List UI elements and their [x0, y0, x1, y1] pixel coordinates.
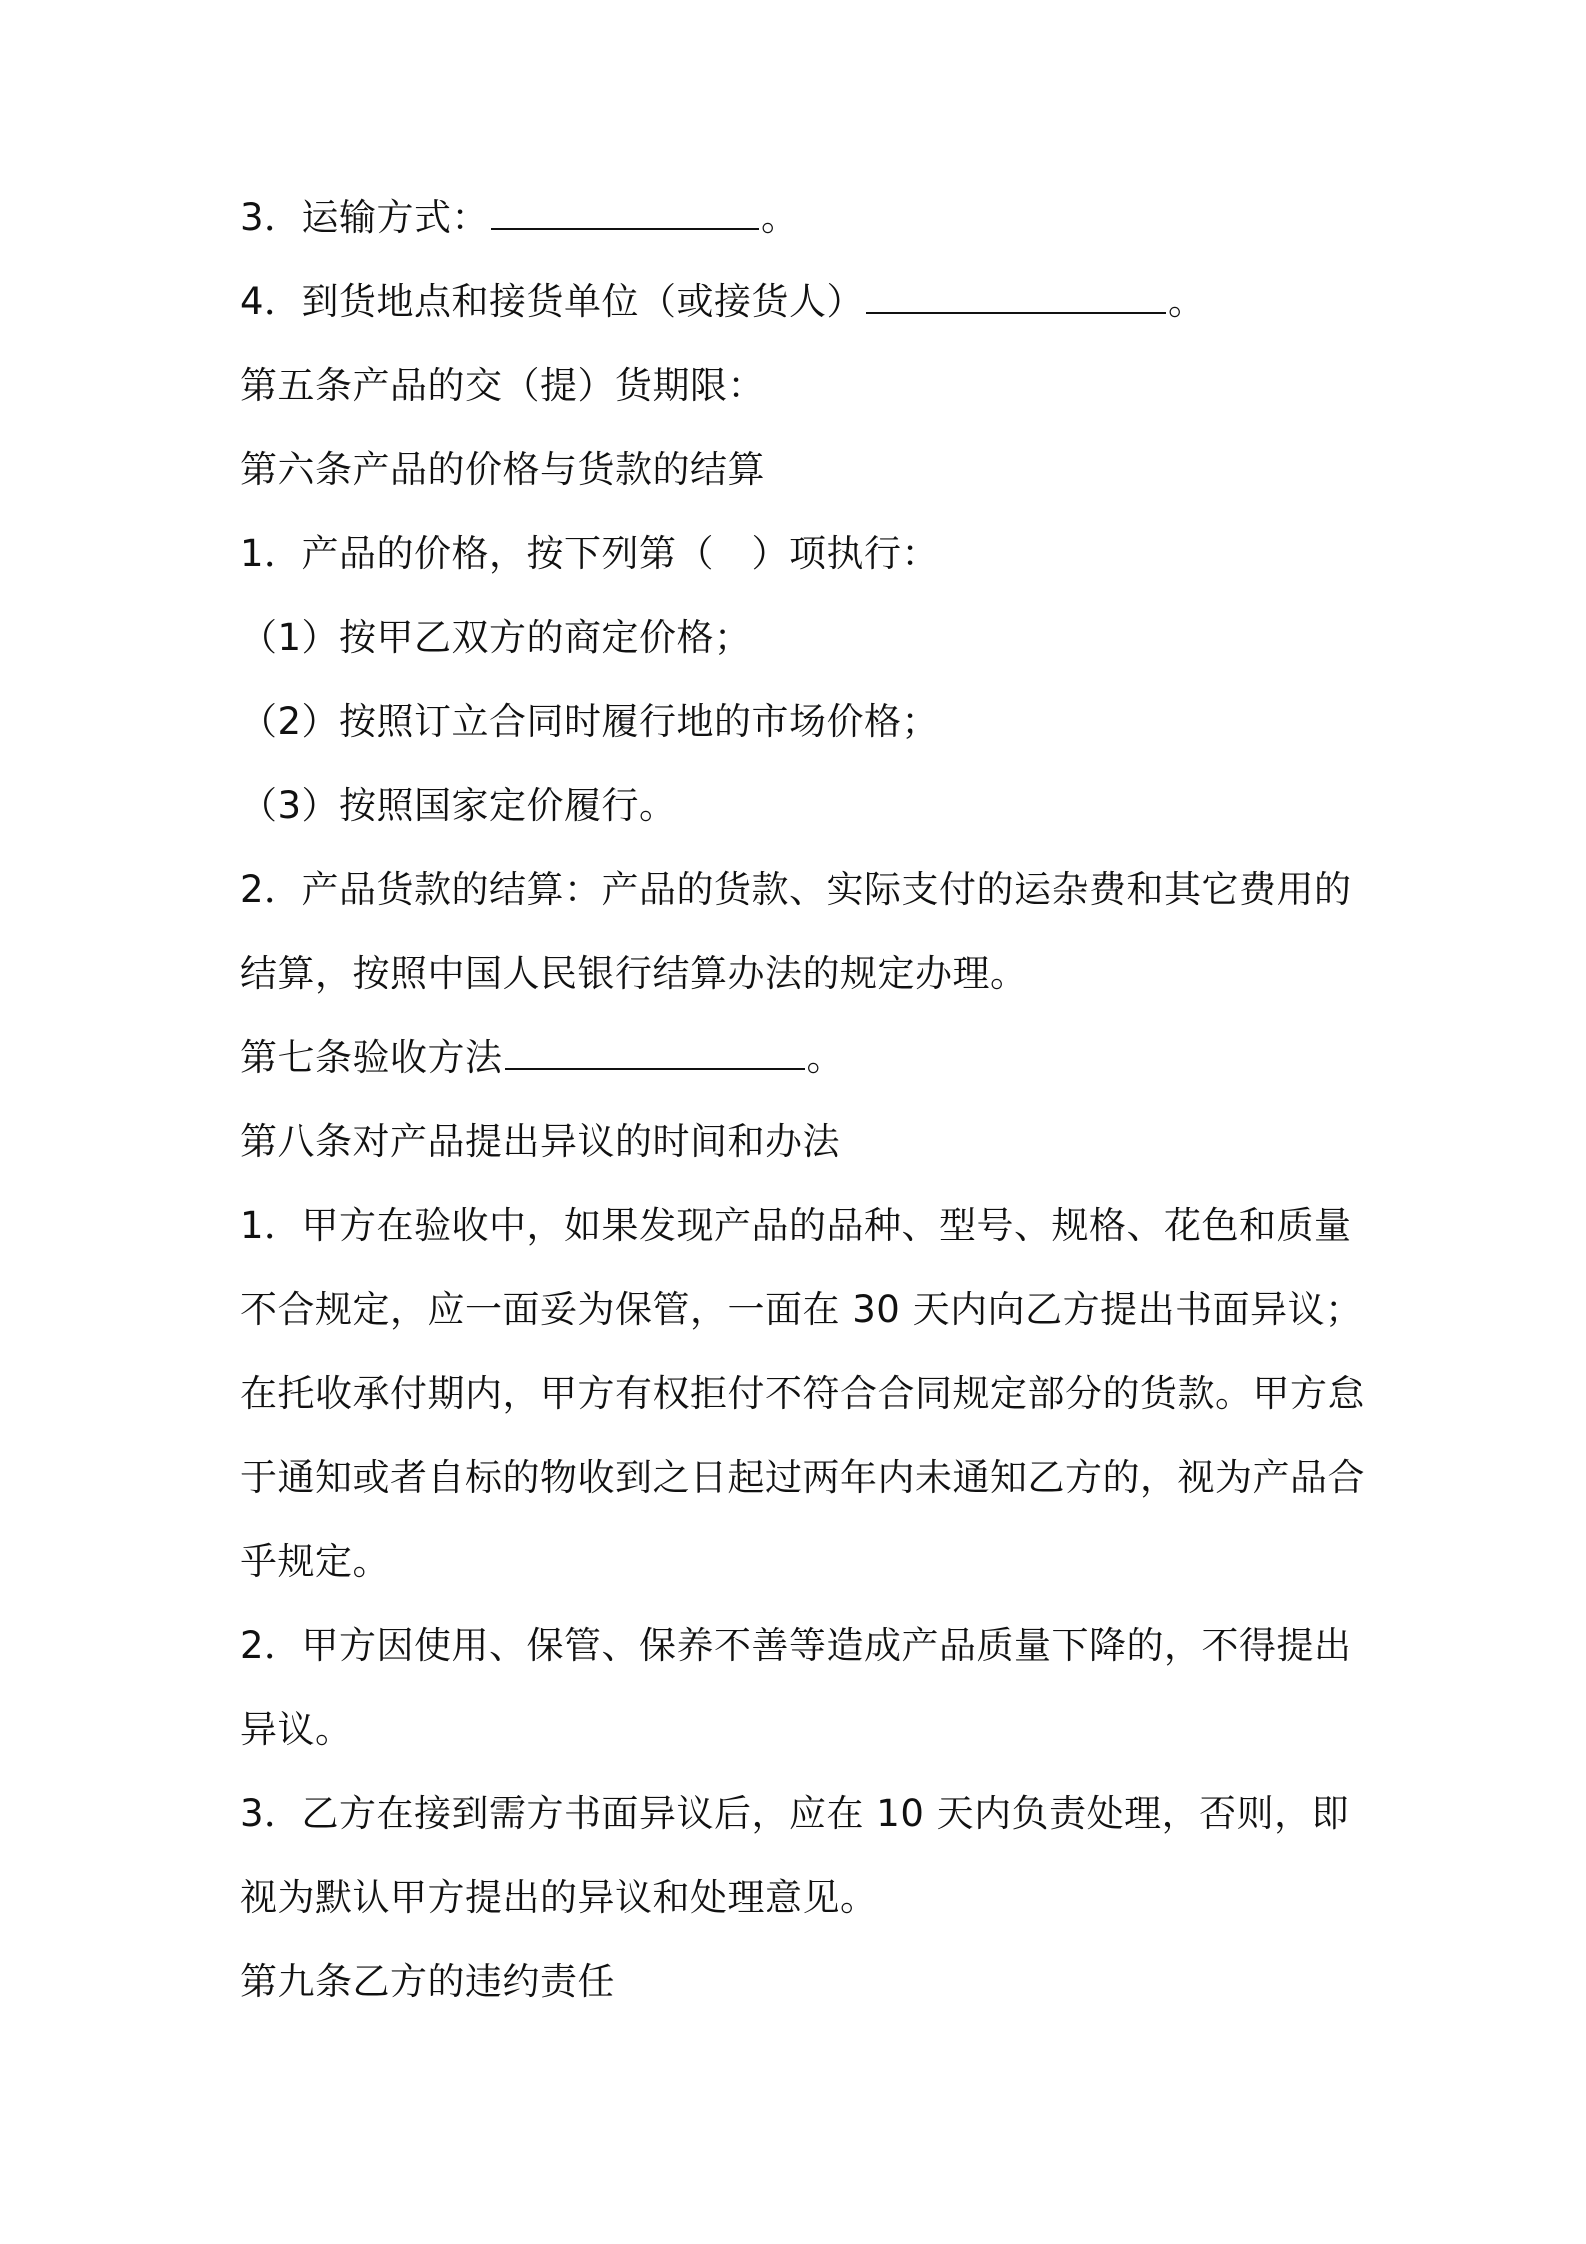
fill-blank-line[interactable]	[505, 1032, 805, 1070]
paragraph-line: （1）按甲乙双方的商定价格；	[240, 616, 752, 659]
item-transport-method	[240, 192, 799, 244]
item-label: 第七条验收方法	[240, 1036, 503, 1079]
paragraph-line: 视为默认甲方提出的异议和处理意见。	[240, 1876, 878, 1919]
paragraph-line: 结算，按照中国人民银行结算办法的规定办理。	[240, 952, 1028, 995]
article-heading: 第五条产品的交（提）货期限：	[240, 364, 765, 407]
item-end: 。	[806, 1036, 844, 1079]
item-delivery-location	[240, 276, 1206, 328]
paragraph-line: 异议。	[240, 1708, 353, 1751]
paragraph-line: 2．产品货款的结算：产品的货款、实际支付的运杂费和其它费用的	[240, 868, 1352, 911]
paragraph-line: 不合规定，应一面妥为保管，一面在 30 天内向乙方提出书面异议；	[240, 1288, 1363, 1331]
fill-blank-line[interactable]	[491, 192, 759, 230]
item-end: 。	[761, 196, 799, 239]
article-heading: 第六条产品的价格与货款的结算	[240, 448, 765, 491]
paragraph-line: 于通知或者自标的物收到之日起过两年内未通知乙方的，视为产品合	[240, 1456, 1365, 1499]
item-label: 3．运输方式：	[240, 196, 490, 239]
paragraph-line: 在托收承付期内，甲方有权拒付不符合合同规定部分的货款。甲方怠	[240, 1372, 1365, 1415]
item-end: 。	[1168, 280, 1206, 323]
paragraph-line: 2．甲方因使用、保管、保养不善等造成产品质量下降的，不得提出	[240, 1624, 1352, 1667]
paragraph-line: 1．产品的价格，按下列第（ ）项执行：	[240, 532, 940, 575]
paragraph-line: （3）按照国家定价履行。	[240, 784, 677, 827]
article-heading: 第九条乙方的违约责任	[240, 1960, 615, 2003]
paragraph-line: （2）按照订立合同时履行地的市场价格；	[240, 700, 940, 743]
article-heading: 第八条对产品提出异议的时间和办法	[240, 1120, 840, 1163]
item-label: 4．到货地点和接货单位（或接货人）	[240, 280, 865, 323]
paragraph-line: 1．甲方在验收中，如果发现产品的品种、型号、规格、花色和质量	[240, 1204, 1352, 1247]
fill-blank-line[interactable]	[866, 276, 1166, 314]
article-inspection-method	[240, 1032, 844, 1084]
paragraph-line: 3．乙方在接到需方书面异议后，应在 10 天内负责处理，否则，即	[240, 1792, 1350, 1835]
paragraph-line: 乎规定。	[240, 1540, 390, 1583]
